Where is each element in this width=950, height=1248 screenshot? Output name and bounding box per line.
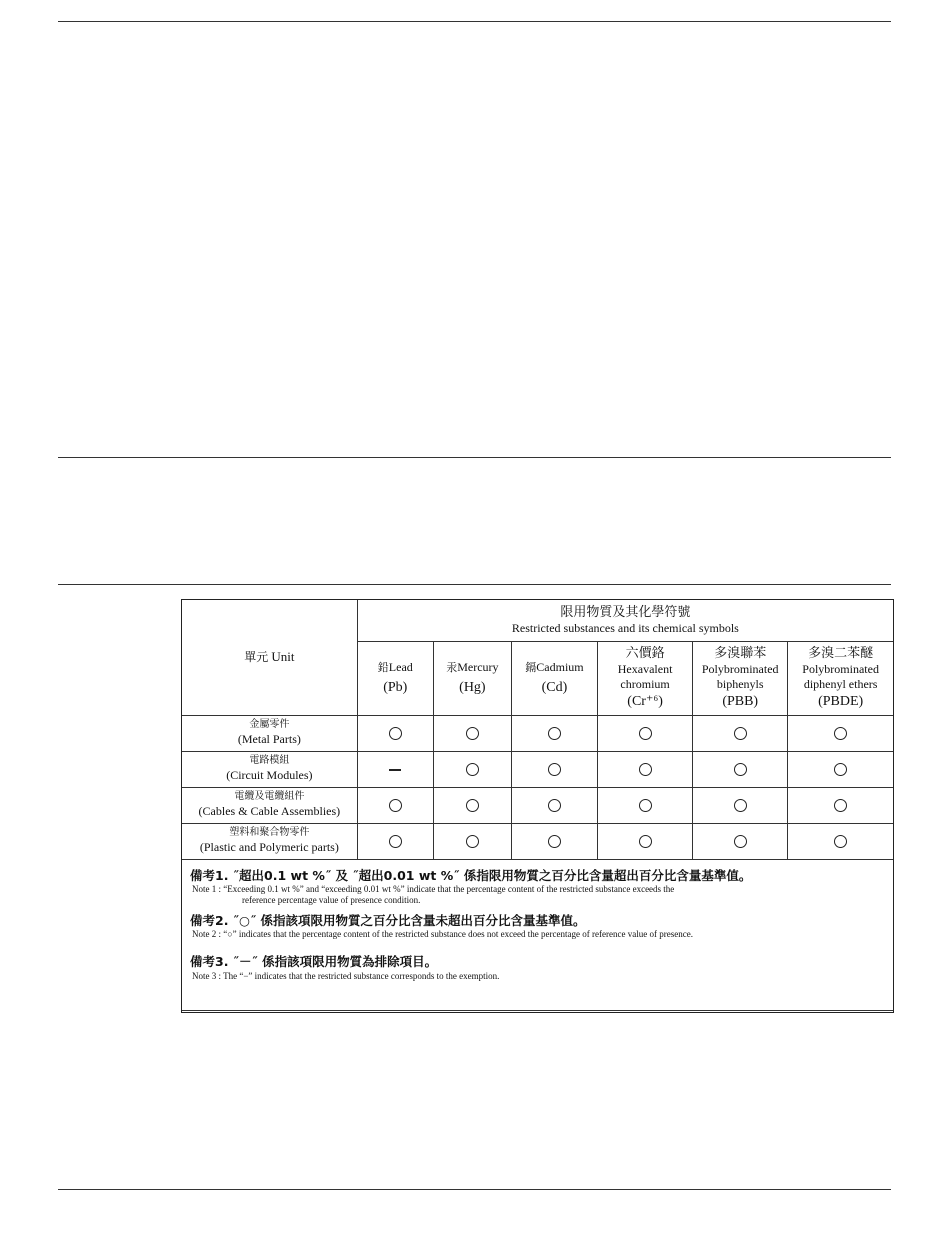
- compliance-cell: [433, 715, 511, 751]
- unit-header-zh: 單元: [244, 650, 269, 665]
- circle-icon: [548, 835, 561, 848]
- note-en: Note 3 : The “−” indicates that the restricted substance corresponds to the exemption.: [192, 970, 500, 981]
- circle-icon: [639, 835, 652, 848]
- circle-icon: [389, 835, 402, 848]
- unit-header: [182, 600, 357, 715]
- compliance-cell: [511, 823, 597, 859]
- substance-header: [693, 641, 788, 715]
- table-row: [182, 823, 893, 859]
- restricted-substances-header: [357, 600, 893, 641]
- substance-name-en: Polybrominated biphenyls: [701, 661, 779, 691]
- table-row: [182, 751, 893, 787]
- component-cell: [182, 715, 357, 751]
- compliance-cell: [788, 715, 893, 751]
- substance-header: [433, 641, 511, 715]
- compliance-cell: [598, 823, 693, 859]
- compliance-cell: [357, 823, 433, 859]
- table-row: [182, 715, 893, 751]
- notes-cell: [182, 859, 893, 1010]
- compliance-cell: [511, 787, 597, 823]
- substance-header: [357, 641, 433, 715]
- substance-header: [598, 641, 693, 715]
- circle-icon: [389, 727, 402, 740]
- unit-header-en: Unit: [271, 649, 295, 665]
- substance-header: [511, 641, 597, 715]
- compliance-cell: [598, 751, 693, 787]
- circle-icon: [466, 727, 479, 740]
- component-cell: [182, 751, 357, 787]
- compliance-cell: [598, 715, 693, 751]
- note-zh: 備考1. ˝超出0.1 wt %˝ 及 ˝超出0.01 wt %˝ 係指限用物質之百分比含量超出百分比含量基準值。: [190, 867, 752, 883]
- circle-icon: [834, 835, 847, 848]
- component-name-en: (Plastic and Polymeric parts): [199, 839, 339, 854]
- circle-icon: [734, 835, 747, 848]
- compliance-cell: [598, 787, 693, 823]
- dash-icon: [389, 769, 401, 771]
- circle-icon: [466, 763, 479, 776]
- restricted-header-zh: 限用物質及其化學符號: [560, 604, 691, 620]
- compliance-cell: [433, 787, 511, 823]
- compliance-cell: [433, 751, 511, 787]
- compliance-cell: [693, 823, 788, 859]
- circle-icon: [548, 799, 561, 812]
- circle-icon: [639, 763, 652, 776]
- notes: [182, 860, 893, 983]
- compliance-cell: [693, 751, 788, 787]
- substance-symbol: (Hg): [459, 679, 486, 695]
- substance-header: [788, 641, 893, 715]
- table-row: [182, 787, 893, 823]
- circle-icon: [734, 727, 747, 740]
- circle-icon: [548, 763, 561, 776]
- note-en-continuation: reference percentage value of presence condition.: [242, 895, 421, 906]
- circle-icon: [639, 799, 652, 812]
- component-name-zh: 金屬零件: [249, 719, 290, 731]
- component-name-en: (Circuit Modules): [226, 767, 313, 782]
- rohs-table: [182, 600, 893, 1011]
- top-divider: [58, 21, 891, 22]
- note-en: Note 2 : “○” indicates that the percentage content of the restricted substance does not exceed the percentage of reference value of presence.: [192, 929, 693, 940]
- component-name-zh: 電纜及電纜組件: [234, 791, 305, 803]
- circle-icon: [639, 727, 652, 740]
- note-zh: 備考3. ˝－˝ 係指該項限用物質為排除項目。: [190, 954, 438, 970]
- compliance-cell: [511, 751, 597, 787]
- substance-name-zh: 多溴二苯醚: [808, 645, 874, 661]
- circle-icon: [389, 799, 402, 812]
- note-2: [190, 913, 883, 941]
- compliance-cell: [357, 751, 433, 787]
- component-name-en: (Cables & Cable Assemblies): [198, 803, 341, 818]
- component-name-en: (Metal Parts): [237, 731, 301, 746]
- substance-symbol: (PBDE): [818, 693, 864, 709]
- compliance-cell: [511, 715, 597, 751]
- circle-icon: [734, 763, 747, 776]
- substance-name-zh: 六價鉻: [625, 645, 665, 661]
- compliance-cell: [788, 751, 893, 787]
- compliance-cell: [357, 715, 433, 751]
- substance-name: 鉛Lead: [377, 659, 413, 674]
- substance-symbol: (Cr⁺⁶): [627, 693, 663, 709]
- note-3: [190, 954, 883, 982]
- section-divider: [58, 584, 891, 585]
- circle-icon: [834, 727, 847, 740]
- note-zh: 備考2. ˝○˝ 係指該項限用物質之百分比含量未超出百分比含量基準值。: [190, 912, 586, 928]
- compliance-cell: [788, 823, 893, 859]
- substance-symbol: (Pb): [383, 679, 408, 695]
- circle-icon: [466, 799, 479, 812]
- substance-name-en: Hexavalent chromium: [617, 661, 673, 691]
- note-en: Note 1 : “Exceeding 0.1 wt %” and “exceeding 0.01 wt %” indicate that the percentage content of the restricted substance exceeds the: [192, 884, 675, 895]
- component-cell: [182, 823, 357, 859]
- circle-icon: [834, 799, 847, 812]
- compliance-cell: [788, 787, 893, 823]
- substance-name-en: Polybrominated diphenyl ethers: [802, 661, 879, 691]
- substance-symbol: (PBB): [722, 693, 759, 709]
- circle-icon: [734, 799, 747, 812]
- substance-name-zh: 多溴聯苯: [714, 645, 767, 661]
- note-1: [190, 868, 883, 907]
- substance-name: 汞Mercury: [446, 659, 499, 674]
- section-divider: [58, 457, 891, 458]
- substance-symbol: (Cd): [541, 679, 568, 695]
- circle-icon: [834, 763, 847, 776]
- compliance-cell: [693, 715, 788, 751]
- compliance-cell: [433, 823, 511, 859]
- circle-icon: [466, 835, 479, 848]
- table-body: [182, 715, 893, 859]
- substance-name: 鎘Cadmium: [525, 659, 584, 674]
- bottom-divider: [58, 1189, 891, 1190]
- restricted-header-en: Restricted substances and its chemical symbols: [511, 620, 739, 635]
- compliance-cell: [693, 787, 788, 823]
- component-name-zh: 塑料和聚合物零件: [229, 827, 310, 839]
- circle-icon: [548, 727, 561, 740]
- compliance-cell: [357, 787, 433, 823]
- rohs-table-container: [181, 599, 894, 1013]
- component-cell: [182, 787, 357, 823]
- component-name-zh: 電路模組: [249, 755, 290, 767]
